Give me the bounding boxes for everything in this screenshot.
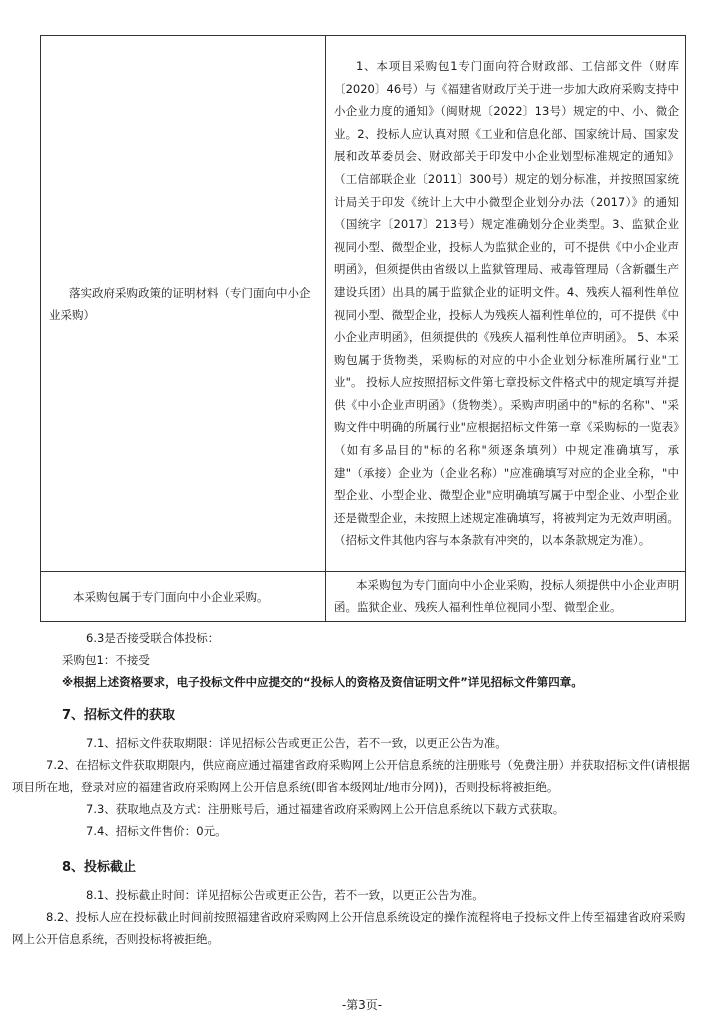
- package-consortium-answer: 采购包1：不接受: [62, 653, 150, 667]
- sme-procurement-label: 本采购包属于专门面向中小企业采购。: [73, 589, 269, 604]
- qualification-note: ※根据上述资格要求，电子投标文件中应提交的“投标人的资格及资信证明文件”详见招标文件第四章。: [62, 675, 583, 689]
- policy-proof-label: 落实政府采购政策的证明材料（专门面向中小企业采购）: [49, 285, 311, 322]
- section-7-4: 7.4、招标文件售价：0元。: [86, 824, 227, 838]
- section-7-title: 7、招标文件的获取: [62, 708, 176, 723]
- table-cell-content: [326, 36, 686, 572]
- section-7-1: 7.1、招标文件获取期限：详见招标公告或更正公告，若不一致，以更正公告为准。: [86, 736, 507, 750]
- section-8-title: 8、投标截止: [62, 860, 137, 875]
- consortium-question: 6.3是否接受联合体投标：: [86, 631, 220, 645]
- section-8-1: 8.1、投标截止时间：详见招标公告或更正公告，若不一致，以更正公告为准。: [86, 888, 484, 902]
- table-cell-label: [41, 572, 326, 622]
- page-number: -第3页-: [341, 998, 383, 1012]
- requirements-table: [40, 35, 686, 622]
- table-row: [41, 572, 686, 622]
- section-7-3: 7.3、获取地点及方式：注册账号后，通过福建省政府采购网上公开信息系统以下载方式获取。: [86, 802, 565, 816]
- policy-proof-content: 1、本项目采购包1专门面向符合财政部、工信部文件（财库〔2020〕46号）与《福建省财政厅关于进一步加大政府采购支持中小企业力度的通知》（闽财规〔2022〕13号）规定的中、小、微企业。2、投标人应认真对照《工业和信息化部、国家统计局、国家发展和改革委员会、财政部关于印发中小企业划型标准规定的通知》（工信部联企业〔2011〕300号）规定的划分标准，并按照国家统计局关于印发《统计上大中小微型企业划分办法（2017）》的通知（国统字〔2017〕213号）规定准确划分企业类型。3、监狱企业视同小型、微型企业，投标人为监狱企业的，可不提供《中小企业声明函》，但须提供由省级以上监狱管理局、戒毒管理局（含新疆生产建设兵团）出具的属于监狱企业的证明文件。4、残疾人福利性单位视同小型、微型企业，投标人为残疾人福利性单位的，可不提供《中小企业声明函》，但须提供的《残疾人福利性单位声明函》。 5、本采购包属于货物类，采购标的对应的中小企业划分标准所属行业"工业"。 投标人应按照招标文件第七章投标文件格式中的规定填写并提供《中小企业声明函》（货物类）。采购声明函中的"标的名称"、"采购文件中明确的所属行业"应根据招标文件第一章《采购标的一览表》（如有多品目的"标的名称"须逐条填列）中规定准确填写，承建"（承接）企业为（企业名称）"应准确填写对应的企业全称，"中型企业、小型企业、微型企业"应明确填写属于中型企业、小型企业还是微型企业，未按照上述规定准确填写，将被判定为无效声明函。（招标文件其他内容与本条款有冲突的，以本条款规定为准）。: [334, 58, 679, 548]
- document-body: [12, 627, 692, 950]
- table-row: [41, 36, 686, 572]
- section-8-2: 8.2、投标人应在投标截止时间前按照福建省政府采购网上公开信息系统设定的操作流程将电子投标文件上传至福建省政府采购网上公开信息系统，否则投标将被拒绝。: [12, 910, 686, 946]
- table-cell-label: [41, 36, 326, 572]
- table-cell-content: [326, 572, 686, 622]
- sme-procurement-content: 本采购包为专门面向中小企业采购，投标人须提供中小企业声明函。监狱企业、残疾人福利性单位视同小型、微型企业。: [334, 578, 679, 614]
- section-7-2: 7.2、在招标文件获取期限内，供应商应通过福建省政府采购网上公开信息系统的注册账号（免费注册）并获取招标文件(请根据项目所在地，登录对应的福建省政府采购网上公开信息系统(即省本级网址/地市分网))，否则投标将被拒绝。: [12, 758, 690, 794]
